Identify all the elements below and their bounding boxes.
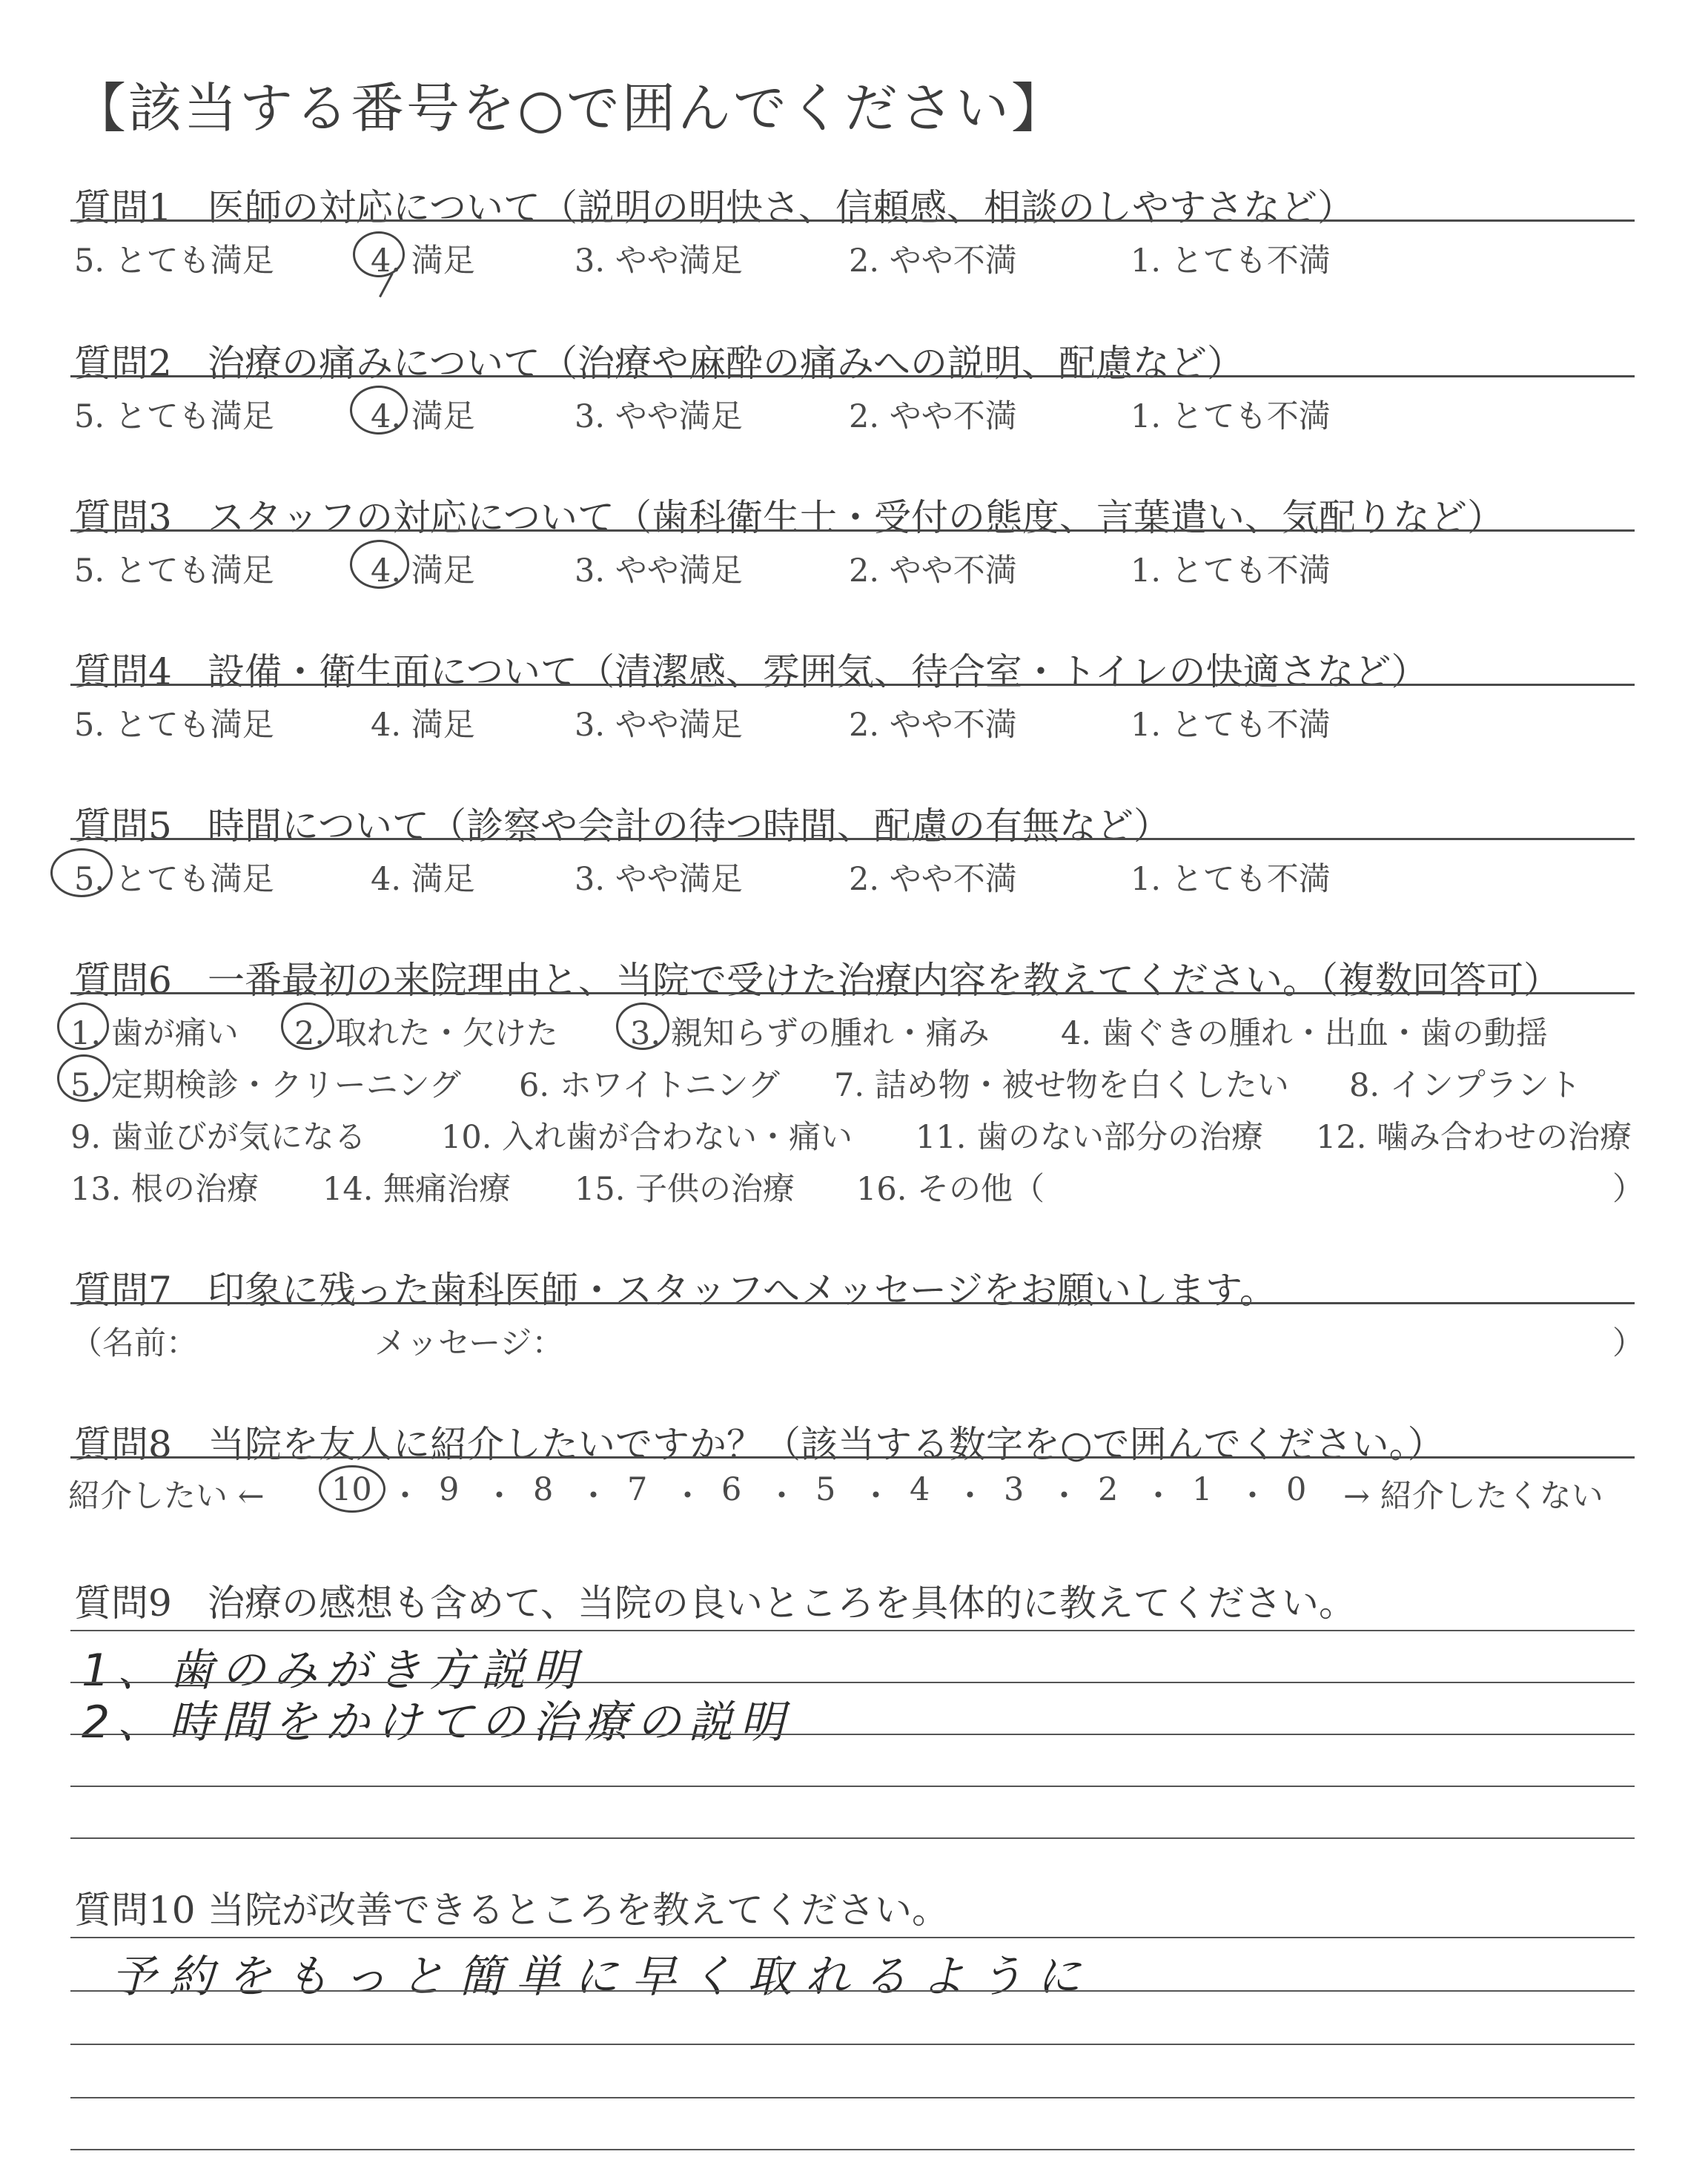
- option-3[interactable]: 3. やや満足: [575, 242, 743, 280]
- question-3-title: [74, 488, 1631, 541]
- q6-item-4[interactable]: 4. 歯ぐきの腫れ・出血・歯の動揺: [1061, 1015, 1548, 1052]
- option-2[interactable]: 2. やや不満: [849, 552, 1017, 589]
- q6-item-7[interactable]: 7. 詰め物・被せ物を白くしたい: [834, 1067, 1289, 1104]
- question-2-options: [74, 392, 1631, 436]
- question-rule: [70, 529, 1635, 532]
- option-4[interactable]: 4. 満足: [371, 242, 475, 280]
- q6-item-10[interactable]: 10. 入れ歯が合わない・痛い: [441, 1119, 853, 1156]
- option-4[interactable]: 4. 満足: [371, 861, 475, 898]
- option-3[interactable]: 3. やや満足: [575, 398, 743, 435]
- question-text: 治療の痛みについて（治療や麻酔の痛みへの説明、配慮など）: [208, 342, 1244, 385]
- option-2[interactable]: 2. やや不満: [849, 861, 1017, 898]
- scale-value-4[interactable]: 4: [910, 1471, 930, 1508]
- question-2-title: [74, 334, 1631, 387]
- q6-item-6[interactable]: 6. ホワイトニング: [519, 1067, 780, 1104]
- question-5-options: [74, 854, 1631, 899]
- q6-item-15[interactable]: 15. 子供の治療: [575, 1171, 795, 1208]
- page-header: 【該当する番号を○で囲んでください】: [73, 77, 1067, 139]
- scale-value-3[interactable]: 3: [1004, 1471, 1025, 1508]
- question-text: 一番最初の来院理由と、当院で受けた治療内容を教えてください。（複数回答可）: [208, 959, 1560, 1002]
- question-rule: [70, 992, 1635, 994]
- scale-separator: ・: [1237, 1478, 1268, 1515]
- q6-item-5[interactable]: 5. 定期検診・クリーニング: [70, 1067, 461, 1104]
- question-8-title: [74, 1415, 1631, 1468]
- scale-separator: ・: [860, 1478, 892, 1515]
- question-4-title: [74, 642, 1631, 696]
- q6-item-13[interactable]: 13. 根の治療: [70, 1171, 259, 1208]
- option-3[interactable]: 3. やや満足: [575, 552, 743, 589]
- question-number: 質問10: [74, 1889, 196, 1932]
- question-text: 印象に残った歯科医師・スタッフへメッセージをお願いします。: [208, 1269, 1277, 1312]
- option-1[interactable]: 1. とても不満: [1131, 242, 1331, 280]
- question-1-title: [74, 178, 1631, 231]
- q6-item-12[interactable]: 12. 噛み合わせの治療: [1316, 1119, 1632, 1156]
- option-5[interactable]: 5. とても満足: [74, 861, 274, 898]
- selected-circle-mark: [281, 1003, 334, 1050]
- question-number: 質問5: [74, 805, 172, 848]
- scale-value-1[interactable]: 1: [1192, 1471, 1213, 1508]
- option-4[interactable]: 4. 満足: [371, 707, 475, 744]
- scale-value-7[interactable]: 7: [627, 1471, 648, 1508]
- answer-line: [70, 2149, 1635, 2150]
- question-number: 質問6: [74, 959, 172, 1002]
- answer-line: [70, 2044, 1635, 2045]
- question-6-title: [74, 951, 1631, 1004]
- scale-value-9[interactable]: 9: [439, 1471, 460, 1508]
- option-3[interactable]: 3. やや満足: [575, 861, 743, 898]
- question-4-options: [74, 700, 1631, 744]
- scale-value-10[interactable]: 10: [331, 1471, 372, 1508]
- scale-left-label: 紹介したい ←: [68, 1478, 265, 1515]
- question-text: 当院が改善できるところを教えてください。: [208, 1889, 949, 1932]
- option-5[interactable]: 5. とても満足: [74, 552, 274, 589]
- answer-line: [70, 1682, 1635, 1683]
- option-1[interactable]: 1. とても不満: [1131, 398, 1331, 435]
- option-5[interactable]: 5. とても満足: [74, 707, 274, 744]
- selected-circle-mark: [57, 1054, 110, 1102]
- option-4[interactable]: 4. 満足: [371, 552, 475, 589]
- answer-line: [70, 1937, 1635, 1938]
- question-number: 質問1: [74, 186, 172, 229]
- question-number: 質問9: [74, 1582, 172, 1625]
- question-10-title: [74, 1880, 1631, 1934]
- option-1[interactable]: 1. とても不満: [1131, 552, 1331, 589]
- answer-line: [70, 1786, 1635, 1787]
- option-5[interactable]: 5. とても満足: [74, 398, 274, 435]
- scale-value-6[interactable]: 6: [721, 1471, 742, 1508]
- answer-line: [70, 1734, 1635, 1735]
- question-rule: [70, 219, 1635, 222]
- answer-line: [70, 1630, 1635, 1631]
- question-number: 質問8: [74, 1423, 172, 1466]
- selected-circle-mark: [50, 848, 113, 897]
- option-4[interactable]: 4. 満足: [371, 398, 475, 435]
- scale-separator: ・: [1142, 1478, 1174, 1515]
- q6-item-8[interactable]: 8. インプラント: [1349, 1067, 1581, 1104]
- q6-item-2[interactable]: 2. 取れた・欠けた: [294, 1015, 558, 1052]
- option-1[interactable]: 1. とても不満: [1131, 861, 1331, 898]
- q6-row-3: [70, 1112, 1635, 1157]
- selected-circle-mark: [616, 1003, 669, 1050]
- q6-item-1[interactable]: 1. 歯が痛い: [70, 1015, 239, 1052]
- question-3-options: [74, 546, 1631, 590]
- option-2[interactable]: 2. やや不満: [849, 242, 1017, 280]
- scale-right-label: → 紹介したくない: [1343, 1478, 1603, 1515]
- question-number: 質問4: [74, 650, 172, 693]
- handwritten-answer-3: 予約をもっと簡単に早く取れるように: [111, 1951, 1094, 2003]
- question-5-title: [74, 796, 1631, 850]
- scale-value-2[interactable]: 2: [1098, 1471, 1119, 1508]
- q6-item-14[interactable]: 14. 無痛治療: [322, 1171, 512, 1208]
- option-3[interactable]: 3. やや満足: [575, 707, 743, 744]
- selected-circle-mark: [350, 540, 409, 589]
- q6-item-3[interactable]: 3. 親知らずの腫れ・痛み: [630, 1015, 990, 1052]
- question-1-options: [74, 236, 1631, 280]
- scale-separator: ・: [577, 1478, 609, 1515]
- message-field-label: メッセージ：: [374, 1325, 564, 1362]
- option-2[interactable]: 2. やや不満: [849, 707, 1017, 744]
- question-text: 時間について（診察や会計の待つ時間、配慮の有無など）: [208, 805, 1171, 848]
- scale-value-0[interactable]: 0: [1286, 1471, 1307, 1508]
- scale-separator: ・: [389, 1478, 421, 1515]
- question-rule: [70, 684, 1635, 686]
- scale-separator: ・: [672, 1478, 704, 1515]
- q6-other-close-paren: ）: [1612, 1171, 1644, 1208]
- question-text: 設備・衛生面について（清潔感、雰囲気、待合室・トイレの快適さなど）: [208, 650, 1429, 693]
- question-7-title: [74, 1261, 1631, 1314]
- handwritten-answer-1: 1、歯のみがき方説明: [82, 1645, 585, 1697]
- question-text: 治療の感想も含めて、当院の良いところを具体的に教えてください。: [208, 1582, 1356, 1625]
- scale-separator: ・: [954, 1478, 986, 1515]
- selected-circle-mark: [353, 231, 405, 277]
- scale-separator: ・: [483, 1478, 515, 1515]
- answer-line: [70, 1990, 1635, 1992]
- answer-line: [70, 1837, 1635, 1839]
- question-text: 当院を友人に紹介したいですか？（該当する数字を○で囲んでください。）: [208, 1423, 1445, 1466]
- q6-item-16[interactable]: 16. その他（: [856, 1171, 1045, 1208]
- question-rule: [70, 375, 1635, 377]
- question-number: 質問2: [74, 342, 172, 385]
- question-number: 質問7: [74, 1269, 172, 1312]
- option-5[interactable]: 5. とても満足: [74, 242, 274, 280]
- q7-fields: [70, 1318, 1644, 1363]
- question-text: スタッフの対応について（歯科衛生士・受付の態度、言葉遣い、気配りなど）: [208, 496, 1504, 539]
- question-rule: [70, 1456, 1635, 1459]
- name-field-label: （名前：: [70, 1325, 198, 1362]
- question-9-title: [74, 1573, 1631, 1627]
- question-number: 質問3: [74, 496, 172, 539]
- scale-value-5[interactable]: 5: [815, 1471, 836, 1508]
- scale-separator: ・: [1048, 1478, 1080, 1515]
- selected-circle-mark: [57, 1003, 109, 1050]
- selected-circle-mark: [319, 1465, 385, 1513]
- q6-item-9[interactable]: 9. 歯並びが気になる: [70, 1119, 366, 1156]
- selected-circle-mark: [350, 386, 408, 435]
- q6-row-4: [70, 1164, 1644, 1209]
- option-2[interactable]: 2. やや不満: [849, 398, 1017, 435]
- q6-row-1: [70, 1008, 1635, 1053]
- q6-item-11[interactable]: 11. 歯のない部分の治療: [916, 1119, 1264, 1156]
- handwritten-answer-2: 2、時間をかけての治療の説明: [82, 1697, 792, 1748]
- option-1[interactable]: 1. とても不満: [1131, 707, 1331, 744]
- scale-value-8[interactable]: 8: [533, 1471, 554, 1508]
- answer-line: [70, 2097, 1635, 2098]
- scale-separator: ・: [766, 1478, 798, 1515]
- q6-row-2: [70, 1060, 1635, 1105]
- question-text: 医師の対応について（説明の明快さ、信頼感、相談のしやすさなど）: [208, 186, 1354, 229]
- question-rule: [70, 838, 1635, 840]
- q7-close-paren: ）: [1612, 1325, 1644, 1362]
- question-rule: [70, 1302, 1635, 1304]
